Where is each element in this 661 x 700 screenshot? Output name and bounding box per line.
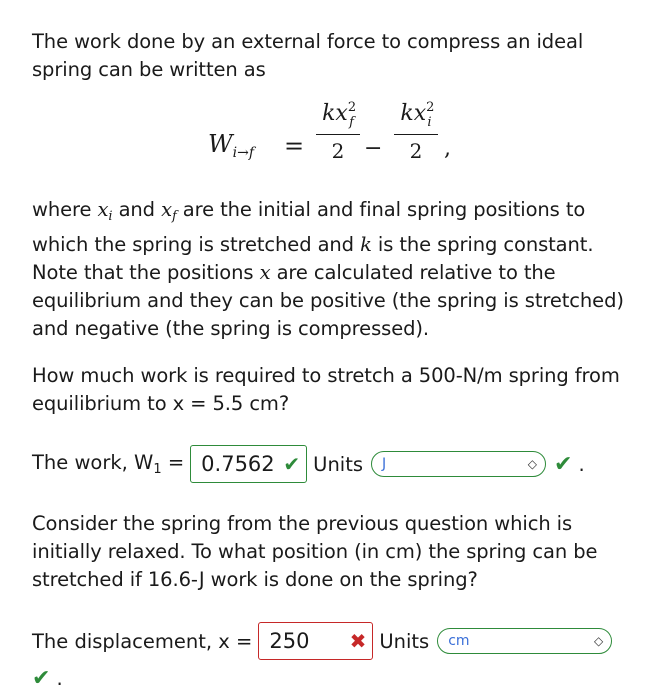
answer-1-label: The work, $W_1$ = [32, 451, 185, 477]
displacement-units-select[interactable]: cm ◇ [437, 628, 612, 654]
equation-lhs-subscript: i→f [232, 145, 255, 161]
equation-minus: − [364, 136, 383, 161]
fraction-initial: $kx^2_i$ 2 [394, 100, 438, 163]
check-icon: ✔ [32, 665, 51, 691]
work-answer-input[interactable]: 0.7562 ✔ [190, 445, 307, 483]
explanation-text: where $x_i$ and $x_f$ are the initial and final spring positions to which the spring is stretched and k is the spring constant. Note that the positions x are calculated relative to the equilibrium and they can be positive (the spring is stretched) and negative (the spring is compressed). [32, 198, 624, 340]
intro-text: The work done by an external force to compress an ideal spring can be written as [32, 30, 584, 81]
answer-2-label: The displacement, x = [32, 629, 253, 653]
units-label: Units [313, 452, 364, 476]
fraction-final: $kx^2_f$ 2 [316, 100, 360, 163]
answer-2-row [32, 621, 612, 661]
cross-icon: ✖ [349, 629, 367, 653]
work-equation [208, 100, 468, 180]
question-1-text: How much work is required to stretch a 500-N/m spring from equilibrium to x = 5.5 cm? [32, 364, 620, 415]
equation-equals: = [284, 132, 305, 160]
select-chevron-icon: ◇ [593, 634, 604, 648]
check-icon: ✔ [283, 452, 301, 476]
equation-comma: , [444, 136, 451, 161]
answer-2-status: ✔ . [32, 665, 63, 691]
equation-lhs: $W_{i\to f}$ [208, 130, 255, 161]
displacement-answer-input[interactable]: 250 ✖ [258, 622, 373, 660]
work-units-select[interactable]: J ◇ [371, 451, 546, 477]
select-chevron-icon: ◇ [527, 457, 538, 471]
question-2-text: Consider the spring from the previous question which is initially relaxed. To what position (in cm) the spring can be stretched if 16.6-J work is done on the spring? [32, 512, 598, 591]
check-icon: ✔ [554, 451, 573, 477]
answer-1-row: The work, $W_1$ = 0.7562 ✔ Units J ◇ ✔ . [32, 444, 585, 484]
units-label: Units [379, 629, 430, 653]
